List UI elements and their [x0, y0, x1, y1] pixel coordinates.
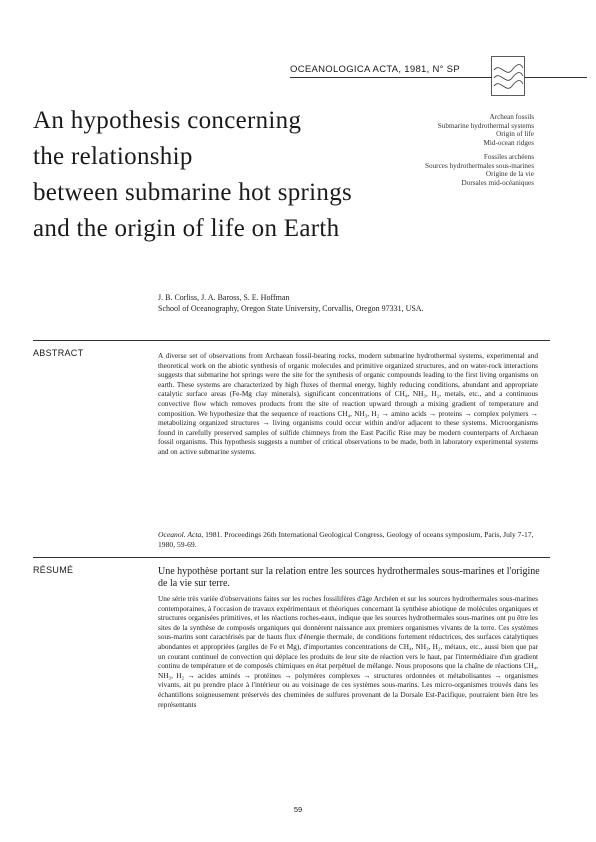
resume-title: Une hypothèse portant sur la relation entre les sources hydrothermales sous-marines et l'origine de la vie sur terre.: [158, 566, 540, 589]
keyword: Submarine hydrothermal systems: [437, 121, 534, 130]
keyword: Fossiles archéens: [483, 153, 534, 161]
keyword: Sources hydrothermales sous-marines: [425, 161, 534, 170]
keyword: Archean fossils: [489, 113, 534, 121]
paper-title: [33, 103, 393, 247]
title-line: and the origin of life on Earth: [33, 215, 340, 242]
header-rule-right: [525, 77, 587, 78]
abstract-label: ABSTRACT: [33, 348, 84, 358]
keyword: Origin of life: [496, 130, 534, 139]
header-rule: [290, 77, 492, 78]
resume-text: Une série très variée d'observations faites sur les roches fossilifères d'âge Archéen et sur les sources hydrothermales sous-marines contemporaines, à l'occasion de travaux expérimentaux et théoriques concernant la synthèse abiotique de molécules organiques et structures organisées primitives, et les réactions roches-eaux, indique que les sources hydrothermales sous-marines ont pu être les sites de la synthèse de composés organiques qui donnèrent naissance aux premiers organismes vivants de la terre. Ces systèmes sous-marins sont caractérisés par de hauts flux d'énergie thermale, de conditions fortement réductrices, des surfaces catalytiques abondantes et appropriées (argiles de Fe et Mg), d'importantes concentrations de CH₄, NH₃, H₂, métaux, etc., aussi bien que par un courant continuel de convection qui déplace les produits de leur site de réaction vers le haut, par l'intermédiaire d'un gradient continu de température et de composés chimiques en état perpétuel de mélange. Nous proposons que la chaîne de réactions CH₄, NH₃, H₂ → acides aminés → protéines → polymères complexes → structures ordonnées et métabolisantes → organismes vivants, ait pu prendre place à l'intérieur ou au voisinage de ces systèmes sous-marins. Les micro-organismes trouvés dans les échantillons soigneusement préservés des cheminées de sulfures provenant de la Dorsale Est-Pacifique, pourraient bien être les représentants: [158, 594, 538, 709]
title-line: the relationship: [33, 143, 193, 170]
citation: [158, 530, 538, 550]
citation-journal: Oceanol. Acta: [158, 530, 202, 539]
title-line: An hypothesis concerning: [33, 107, 302, 134]
journal-header: OCEANOLOGICA ACTA, 1981, N° SP: [290, 64, 460, 75]
author-block: [158, 293, 538, 314]
title-line: between submarine hot springs: [33, 179, 353, 206]
keyword: Mid-ocean ridges: [483, 138, 534, 147]
author-affiliation: School of Oceanography, Oregon State University, Corvallis, Oregon 97331, USA.: [158, 303, 424, 313]
keywords-french: [425, 153, 534, 187]
keyword: Dorsales mid-océaniques: [461, 178, 534, 187]
author-names: J. B. Corliss, J. A. Baross, S. E. Hoffman: [158, 293, 290, 302]
citation-details: , 1981. Proceedings 26th International Geological Congress, Geology of oceans symposium, Paris, July 7-17, 1980, 59-69.: [158, 530, 534, 549]
abstract-text: A diverse set of observations from Archaean fossil-bearing rocks, modern submarine hydrothermal systems, experimental and theoretical work on the abiotic synthesis of organic molecules and primitive organized structures, and on water-rock interactions suggests that submarine hot springs were the site for the synthesis of organic compounds leading to the first living organisms on earth. These systems are characterized by high fluxes of thermal energy, highly reducing conditions, abundant and appropriate catalytic surface areas (Fe-Mg clay minerals), significant concentrations of CH₄, NH₃, H₂, metals, etc., and a continuous convective flow which removes products from the site of reaction upward through a mixing gradient of temperature and composition. We hypothesize that the sequence of reactions CH₄, NH₃, H₂ → amino acids → proteins → complex polymers → metabolizing organized structures → living organisms could occur within and/or adjacent to these systems. Microorganisms found in carefully preserved samples of sulfide chimneys from the East Pacific Rise may be modern counterparts of Archaean fossil organisms. This hypothesis suggests a number of critical observations to be made, both in laboratory experimental systems and on active submarine systems.: [158, 351, 538, 456]
section-rule: [33, 557, 550, 558]
keyword: Origine de la vie: [485, 170, 534, 179]
journal-logo-icon: [491, 56, 525, 96]
section-rule: [33, 340, 550, 341]
page-number: 59: [293, 805, 303, 814]
keywords-english: [438, 113, 534, 147]
resume-label: RÉSUMÉ: [33, 565, 74, 575]
